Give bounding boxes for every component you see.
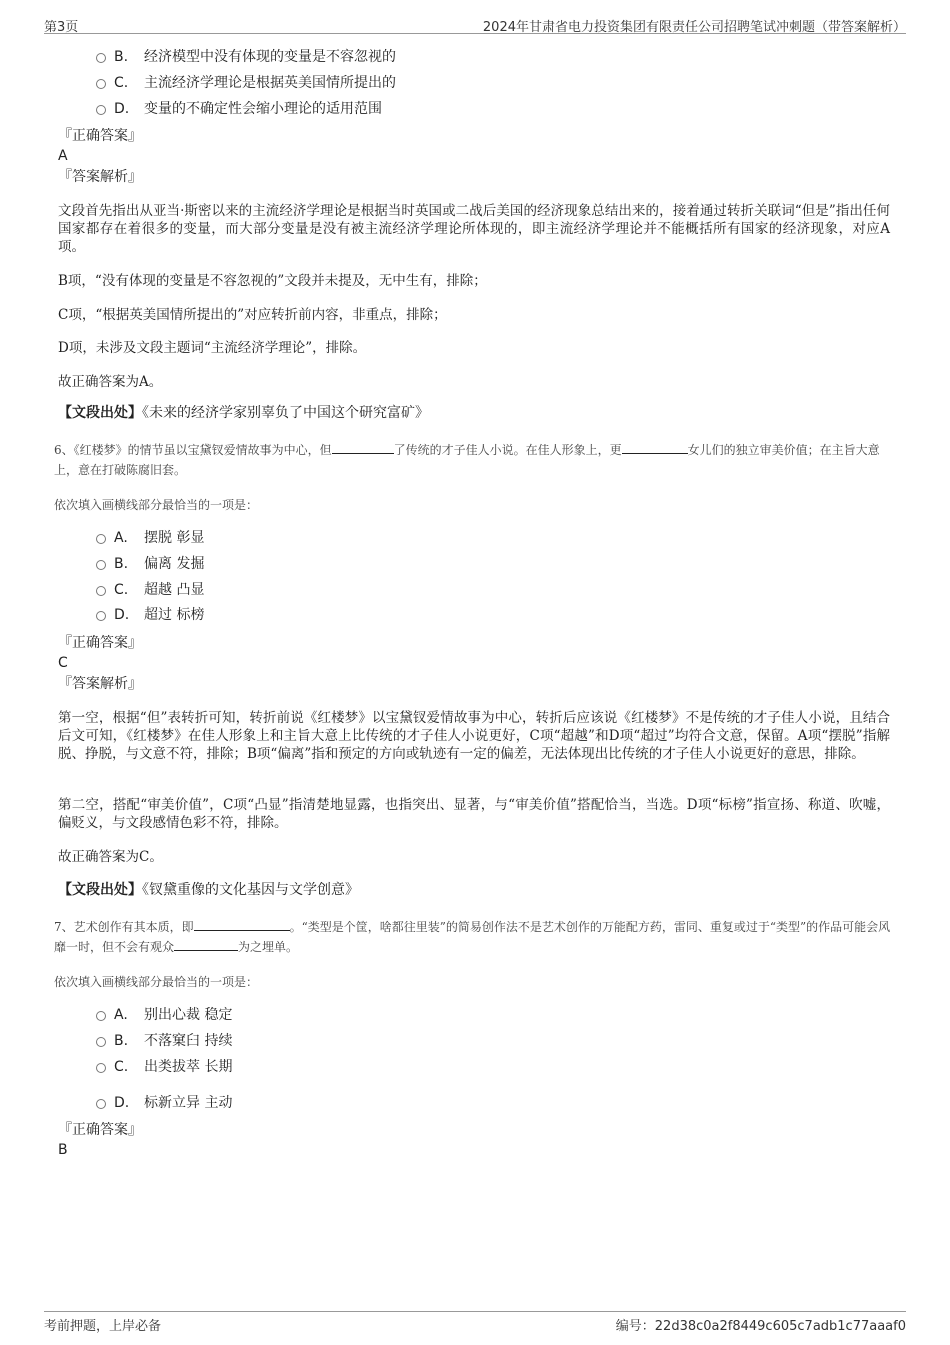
blank-1 (332, 441, 394, 454)
radio-icon[interactable] (96, 534, 106, 544)
blank-2 (174, 938, 238, 951)
q6-analysis-label: 『答案解析』 (58, 676, 142, 692)
q7-option-c[interactable]: C. 出类拔萃 长期 (96, 1057, 232, 1077)
blank-2 (622, 441, 688, 454)
q7-option-d[interactable]: D. 标新立异 主动 (96, 1093, 232, 1113)
q5-option-c[interactable]: C. 主流经济学理论是根据英美国情所提出的 (96, 73, 396, 93)
q6-option-d[interactable]: D. 超过 标榜 (96, 605, 204, 625)
q5-option-d[interactable]: D. 变量的不确定性会缩小理论的适用范围 (96, 99, 382, 119)
footer-divider (44, 1311, 906, 1312)
q5-analysis-paragraph: B项，“没有体现的变量是不容忽视的”文段并未提及，无中生有，排除； (58, 273, 487, 289)
q6-option-c[interactable]: C. 超越 凸显 (96, 580, 204, 600)
q6-instruction: 依次填入画横线部分最恰当的一项是： (54, 498, 259, 512)
footer-slogan: 考前押题，上岸必备 (44, 1319, 162, 1334)
q5-analysis-label: 『答案解析』 (58, 169, 142, 185)
q7-answer-label: 『正确答案』 (58, 1122, 142, 1138)
q6-option-a[interactable]: A. 摆脱 彰显 (96, 528, 204, 548)
radio-icon[interactable] (96, 1063, 106, 1073)
page-number: 第3页 (44, 20, 79, 35)
q5-analysis-paragraph: 文段首先指出从亚当·斯密以来的主流经济学理论是根据当时英国或二战后美国的经济现象总结出来的，接着通过转折关联词“但是”指出任何国家都存在着很多的变量，而大部分变量是没有被主流经济学理论所体现的，即主流经济学理论并不能概括所有国家的经济现象，对应A项。 (58, 203, 890, 255)
q7-option-a[interactable]: A. 别出心裁 稳定 (96, 1005, 232, 1025)
q7-instruction: 依次填入画横线部分最恰当的一项是： (54, 975, 259, 989)
radio-icon[interactable] (96, 53, 106, 63)
q5-option-b[interactable]: B. 经济模型中没有体现的变量是不容忽视的 (96, 47, 396, 67)
radio-icon[interactable] (96, 560, 106, 570)
radio-icon[interactable] (96, 79, 106, 89)
q5-analysis-paragraph: D项，未涉及文段主题词“主流经济学理论”，排除。 (58, 340, 367, 356)
q7-answer: B (58, 1142, 68, 1158)
q6-analysis-paragraph: 故正确答案为C。 (58, 849, 163, 865)
blank-1 (194, 918, 290, 931)
radio-icon[interactable] (96, 105, 106, 115)
q6-source: 【文段出处】《钗黛重像的文化基因与文学创意》 (58, 882, 359, 898)
q6-answer-label: 『正确答案』 (58, 635, 142, 651)
header-divider (44, 33, 906, 34)
q6-analysis-paragraph: 第二空，搭配“审美价值”，C项“凸显”指清楚地显露，也指突出、显著，与“审美价值”搭配恰当，当选。D项“标榜”指宣扬、称道、吹嘘，偏贬义，与文段感情色彩不符，排除。 (58, 797, 890, 831)
q5-answer-label: 『正确答案』 (58, 128, 142, 144)
q5-source: 【文段出处】《未来的经济学家别辜负了中国这个研究富矿》 (58, 405, 429, 421)
q5-analysis-paragraph: 故正确答案为A。 (58, 374, 163, 390)
q6-answer: C (58, 655, 68, 671)
document-title: 2024年甘肃省电力投资集团有限责任公司招聘笔试冲刺题（带答案解析） (482, 20, 906, 35)
q7-question: 7、艺术创作有其本质，即 。“类型是个筐，啥都往里装”的简易创作法不是艺术创作的万能配方药，雷同、重复或过于“类型”的作品可能会风靡一时，但不会有观众 为之埋单。 (54, 920, 891, 954)
q5-analysis-paragraph: C项，“根据英美国情所提出的”对应转折前内容，非重点，排除； (58, 307, 447, 323)
radio-icon[interactable] (96, 1099, 106, 1109)
radio-icon[interactable] (96, 1011, 106, 1021)
q6-question: 6、《红楼梦》的情节虽以宝黛钗爱情故事为中心，但 了传统的才子佳人小说。在佳人形象上，更 女儿们的独立审美价值；在主旨大意上，意在打破陈腐旧套。 (54, 443, 880, 477)
q6-analysis-paragraph: 第一空，根据“但”表转折可知，转折前说《红楼梦》以宝黛钗爱情故事为中心，转折后应该说《红楼梦》不是传统的才子佳人小说，且结合后文可知，《红楼梦》在佳人形象上和主旨大意上比传统的才子佳人小说更好，C项“超越”和D项“超过”均符合文意，保留。A项“摆脱”指解脱、挣脱，与文意不符，排除；B项“偏离”指和预定的方向或轨迹有一定的偏差，无法体现出比传统的才子佳人小说更好的意思，排除。 (58, 710, 890, 762)
q6-option-b[interactable]: B. 偏离 发掘 (96, 554, 204, 574)
document-code: 编号：22d38c0a2f8449c605c7adb1c77aaaf0 (615, 1319, 906, 1334)
radio-icon[interactable] (96, 611, 106, 621)
radio-icon[interactable] (96, 1037, 106, 1047)
radio-icon[interactable] (96, 586, 106, 596)
q5-answer: A (58, 148, 68, 164)
q7-option-b[interactable]: B. 不落窠臼 持续 (96, 1031, 232, 1051)
